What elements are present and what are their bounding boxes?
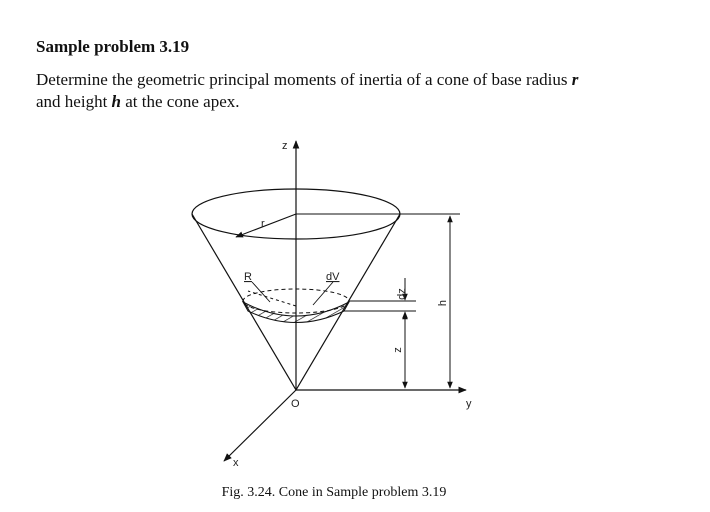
h-dim-label: h [437,299,449,307]
figure-caption [0,484,710,502]
R-label: R [244,271,252,283]
R-leader [252,282,270,302]
origin-label: O [291,398,300,410]
var-r: r [571,70,579,89]
x-axis [224,390,296,461]
y-axis-label: y [466,398,472,410]
x-axis-label: x [233,457,239,469]
statement-part3: at the cone apex. [121,92,240,111]
statement-part2: and height [36,92,112,111]
problem-heading: Sample problem 3.19 [36,37,190,56]
dV-leader [313,282,333,305]
figure-caption-text: Fig. 3.24. Cone in Sample problem 3.19 [221,485,447,500]
z-dim-label: z [392,347,404,353]
disc-radius-dashed [248,291,296,306]
var-h: h [111,92,122,111]
dz-label: dz [396,288,408,300]
radius-label: r [261,218,265,230]
statement-part1: Determine the geometric principal moments of inertia of a cone of base radius [36,70,572,89]
dV-label: dV [326,271,340,283]
z-axis-label: z [282,140,288,152]
radius-arrow [236,214,296,237]
